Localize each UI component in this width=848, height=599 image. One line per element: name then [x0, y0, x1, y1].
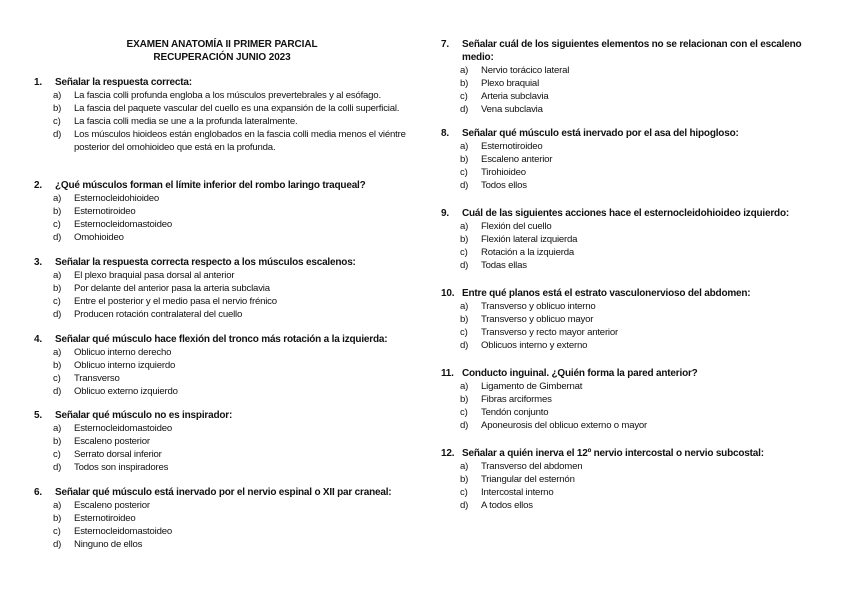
option-text: Esternocleidohioideo — [74, 193, 160, 204]
question-text: Señalar a quién inerva el 12º nervio intercostal o nervio subcostal: — [462, 448, 764, 459]
option-text: Entre el posterior y el medio pasa el nervio frénico — [74, 296, 277, 307]
option-letter: d) — [53, 129, 62, 140]
option-text: Triangular del esternón — [481, 474, 575, 485]
question-number: 5. — [34, 410, 42, 421]
option-text: Transverso y recto mayor anterior — [481, 327, 618, 338]
option-text: Transverso — [74, 373, 120, 384]
answer-option — [441, 179, 811, 192]
option-text: Oblicuo externo izquierdo — [74, 386, 178, 397]
question-text: Señalar qué músculo está inervado por el nervio espinal o XII par craneal: — [55, 487, 392, 498]
option-letter: d) — [460, 180, 469, 191]
question-number: 9. — [441, 208, 449, 219]
option-letter: c) — [460, 407, 468, 418]
answer-option — [441, 103, 811, 116]
question-heading — [441, 127, 811, 140]
answer-options — [441, 380, 811, 432]
option-letter: b) — [460, 314, 469, 325]
option-text: Intercostal interno — [481, 487, 554, 498]
answer-options — [34, 269, 414, 321]
question-heading — [441, 207, 811, 220]
question-6 — [34, 486, 414, 551]
title-line-1: EXAMEN ANATOMÍA II PRIMER PARCIAL — [126, 39, 318, 50]
question-heading — [34, 76, 414, 89]
option-letter: d) — [53, 462, 62, 473]
option-text: Tirohioideo — [481, 167, 526, 178]
option-letter: b) — [460, 154, 469, 165]
answer-option — [441, 499, 811, 512]
option-letter: a) — [53, 500, 62, 511]
option-text: Oblicuo interno izquierdo — [74, 360, 176, 371]
question-number: 11. — [441, 368, 454, 379]
answer-option — [441, 486, 811, 499]
question-text: Señalar la respuesta correcta: — [55, 77, 192, 88]
answer-option — [441, 419, 811, 432]
option-text: Producen rotación contralateral del cuello — [74, 309, 243, 320]
option-text: La fascia colli profunda engloba a los músculos prevertebrales y al esófago. — [74, 90, 381, 101]
option-letter: d) — [460, 420, 469, 431]
answer-option — [441, 460, 811, 473]
option-text: Arteria subclavia — [481, 91, 549, 102]
option-letter: d) — [53, 386, 62, 397]
option-letter: c) — [460, 91, 468, 102]
answer-options — [34, 499, 414, 551]
question-11 — [441, 367, 811, 432]
answer-option — [441, 166, 811, 179]
question-text: Señalar la respuesta correcta respecto a los músculos escalenos: — [55, 257, 356, 268]
option-letter: a) — [460, 65, 469, 76]
answer-option — [34, 102, 414, 115]
option-text: Plexo braquial — [481, 78, 539, 89]
answer-option — [441, 473, 811, 486]
option-text: Todas ellas — [481, 260, 527, 271]
option-letter: c) — [53, 373, 61, 384]
question-text: Conducto inguinal. ¿Quién forma la pared anterior? — [462, 368, 698, 379]
option-text: Esternocleidomastoideo — [74, 423, 172, 434]
option-text: Transverso del abdomen — [481, 461, 583, 472]
option-letter: c) — [53, 526, 61, 537]
question-10 — [441, 287, 811, 352]
option-text: Esternocleidomastoideo — [74, 219, 172, 230]
answer-options — [441, 64, 811, 116]
question-text: Señalar cuál de los siguientes elementos no se relacionan con el escaleno medio: — [462, 39, 802, 63]
answer-option — [441, 300, 811, 313]
option-letter: d) — [53, 232, 62, 243]
question-number: 8. — [441, 128, 449, 139]
option-text: Ligamento de Gimbernat — [481, 381, 583, 392]
option-letter: d) — [460, 260, 469, 271]
question-7 — [441, 38, 811, 116]
answer-option — [34, 435, 414, 448]
option-letter: a) — [53, 347, 62, 358]
option-letter: a) — [53, 423, 62, 434]
question-number: 4. — [34, 334, 42, 345]
option-letter: d) — [53, 309, 62, 320]
question-heading — [441, 447, 811, 460]
option-letter: b) — [53, 103, 62, 114]
option-text: Transverso y oblicuo interno — [481, 301, 596, 312]
answer-option — [34, 115, 414, 128]
option-letter: a) — [460, 221, 469, 232]
option-text: Nervio torácico lateral — [481, 65, 570, 76]
answer-option — [34, 282, 414, 295]
answer-option — [34, 359, 414, 372]
answer-option — [441, 220, 811, 233]
question-2 — [34, 179, 414, 244]
option-text: Fibras arciformes — [481, 394, 552, 405]
answer-option — [34, 385, 414, 398]
option-letter: c) — [53, 219, 61, 230]
option-letter: b) — [53, 436, 62, 447]
option-text: Vena subclavia — [481, 104, 543, 115]
option-text: Ninguno de ellos — [74, 539, 143, 550]
question-heading — [34, 179, 414, 192]
option-text: Esternotiroideo — [74, 206, 136, 217]
option-text: El plexo braquial pasa dorsal al anterior — [74, 270, 235, 281]
answer-option — [34, 128, 414, 154]
option-letter: a) — [460, 301, 469, 312]
answer-option — [441, 64, 811, 77]
option-text: La fascia colli media se une a la profunda lateralmente. — [74, 116, 298, 127]
question-number: 6. — [34, 487, 42, 498]
answer-option — [441, 380, 811, 393]
option-text: A todos ellos — [481, 500, 533, 511]
question-heading — [441, 38, 811, 64]
option-text: Por delante del anterior pasa la arteria subclavia — [74, 283, 270, 294]
option-letter: d) — [460, 500, 469, 511]
answer-option — [441, 393, 811, 406]
option-letter: c) — [53, 296, 61, 307]
question-12 — [441, 447, 811, 512]
answer-option — [441, 339, 811, 352]
title-line-2: RECUPERACIÓN JUNIO 2023 — [153, 52, 291, 63]
question-text: ¿Qué músculos forman el límite inferior del rombo laringo traqueal? — [55, 180, 366, 191]
answer-option — [34, 422, 414, 435]
answer-option — [441, 153, 811, 166]
question-number: 3. — [34, 257, 42, 268]
answer-option — [34, 205, 414, 218]
question-8 — [441, 127, 811, 192]
option-letter: b) — [53, 513, 62, 524]
question-heading — [441, 367, 811, 380]
option-text: Oblicuos interno y externo — [481, 340, 588, 351]
option-letter: c) — [460, 487, 468, 498]
option-text: Flexión del cuello — [481, 221, 552, 232]
answer-option — [34, 231, 414, 244]
answer-option — [34, 218, 414, 231]
option-text: Flexión lateral izquierda — [481, 234, 578, 245]
option-text: La fascia del paquete vascular del cuello es una expansión de la colli superficial. — [74, 103, 400, 114]
question-text: Cuál de las siguientes acciones hace el esternocleidohioideo izquierdo: — [462, 208, 790, 219]
option-letter: a) — [53, 90, 62, 101]
option-text: Aponeurosis del oblicuo externo o mayor — [481, 420, 648, 431]
answer-options — [34, 422, 414, 474]
option-letter: b) — [53, 283, 62, 294]
option-letter: d) — [460, 340, 469, 351]
option-text: Escaleno anterior — [481, 154, 553, 165]
question-number: 12. — [441, 448, 455, 459]
answer-option — [34, 308, 414, 321]
answer-option — [34, 346, 414, 359]
option-letter: b) — [460, 234, 469, 245]
answer-option — [34, 461, 414, 474]
option-letter: a) — [460, 461, 469, 472]
option-letter: c) — [53, 116, 61, 127]
option-text: Serrato dorsal inferior — [74, 449, 162, 460]
answer-options — [441, 220, 811, 272]
option-letter: b) — [460, 474, 469, 485]
answer-option — [34, 538, 414, 551]
question-heading — [34, 333, 414, 346]
answer-option — [441, 77, 811, 90]
option-letter: b) — [53, 206, 62, 217]
question-heading — [34, 256, 414, 269]
question-1 — [34, 76, 414, 154]
question-heading — [34, 409, 414, 422]
option-letter: c) — [460, 247, 468, 258]
option-text: Esternocleidomastoideo — [74, 526, 172, 537]
answer-options — [34, 89, 414, 154]
answer-option — [441, 326, 811, 339]
option-text: Esternotiroideo — [481, 141, 543, 152]
answer-option — [441, 406, 811, 419]
option-text: Omohioideo — [74, 232, 124, 243]
question-number: 10. — [441, 288, 455, 299]
question-9 — [441, 207, 811, 272]
question-5 — [34, 409, 414, 474]
option-text: Tendón conjunto — [481, 407, 549, 418]
option-letter: b) — [53, 360, 62, 371]
answer-option — [441, 233, 811, 246]
answer-option — [34, 512, 414, 525]
answer-option — [34, 192, 414, 205]
option-letter: a) — [460, 381, 469, 392]
answer-option — [441, 246, 811, 259]
option-text: Escaleno posterior — [74, 436, 150, 447]
option-letter: b) — [460, 394, 469, 405]
option-text: Esternotiroideo — [74, 513, 136, 524]
option-text: Todos son inspiradores — [74, 462, 169, 473]
option-text: Transverso y oblicuo mayor — [481, 314, 594, 325]
option-letter: d) — [460, 104, 469, 115]
answer-option — [34, 499, 414, 512]
question-number: 2. — [34, 180, 42, 191]
question-number: 7. — [441, 39, 449, 50]
answer-option — [34, 89, 414, 102]
question-heading — [441, 287, 811, 300]
answer-option — [441, 259, 811, 272]
option-letter: d) — [53, 539, 62, 550]
option-letter: a) — [53, 270, 62, 281]
exam-title — [34, 38, 410, 64]
answer-option — [34, 448, 414, 461]
option-text: Escaleno posterior — [74, 500, 150, 511]
option-letter: a) — [460, 141, 469, 152]
option-letter: c) — [53, 449, 61, 460]
answer-option — [34, 295, 414, 308]
answer-option — [34, 372, 414, 385]
option-letter: c) — [460, 327, 468, 338]
question-4 — [34, 333, 414, 398]
option-text: Los músculos hioideos están englobados en la fascia colli media menos el viéntre posterior del omohioideo que está en la profunda. — [74, 129, 406, 153]
question-text: Señalar qué músculo no es inspirador: — [55, 410, 233, 421]
option-letter: b) — [460, 78, 469, 89]
question-text: Señalar qué músculo está inervado por el asa del hipogloso: — [462, 128, 739, 139]
answer-option — [34, 269, 414, 282]
answer-options — [34, 192, 414, 244]
question-heading — [34, 486, 414, 499]
question-text: Señalar qué músculo hace flexión del tronco más rotación a la izquierda: — [55, 334, 388, 345]
answer-option — [441, 90, 811, 103]
answer-options — [441, 300, 811, 352]
option-letter: a) — [53, 193, 62, 204]
question-text: Entre qué planos está el estrato vasculonervioso del abdomen: — [462, 288, 751, 299]
question-3 — [34, 256, 414, 321]
option-text: Oblicuo interno derecho — [74, 347, 172, 358]
answer-options — [441, 460, 811, 512]
question-number: 1. — [34, 77, 42, 88]
option-letter: c) — [460, 167, 468, 178]
option-text: Todos ellos — [481, 180, 527, 191]
answer-options — [441, 140, 811, 192]
answer-option — [34, 525, 414, 538]
answer-option — [441, 140, 811, 153]
answer-options — [34, 346, 414, 398]
option-text: Rotación a la izquierda — [481, 247, 574, 258]
answer-option — [441, 313, 811, 326]
